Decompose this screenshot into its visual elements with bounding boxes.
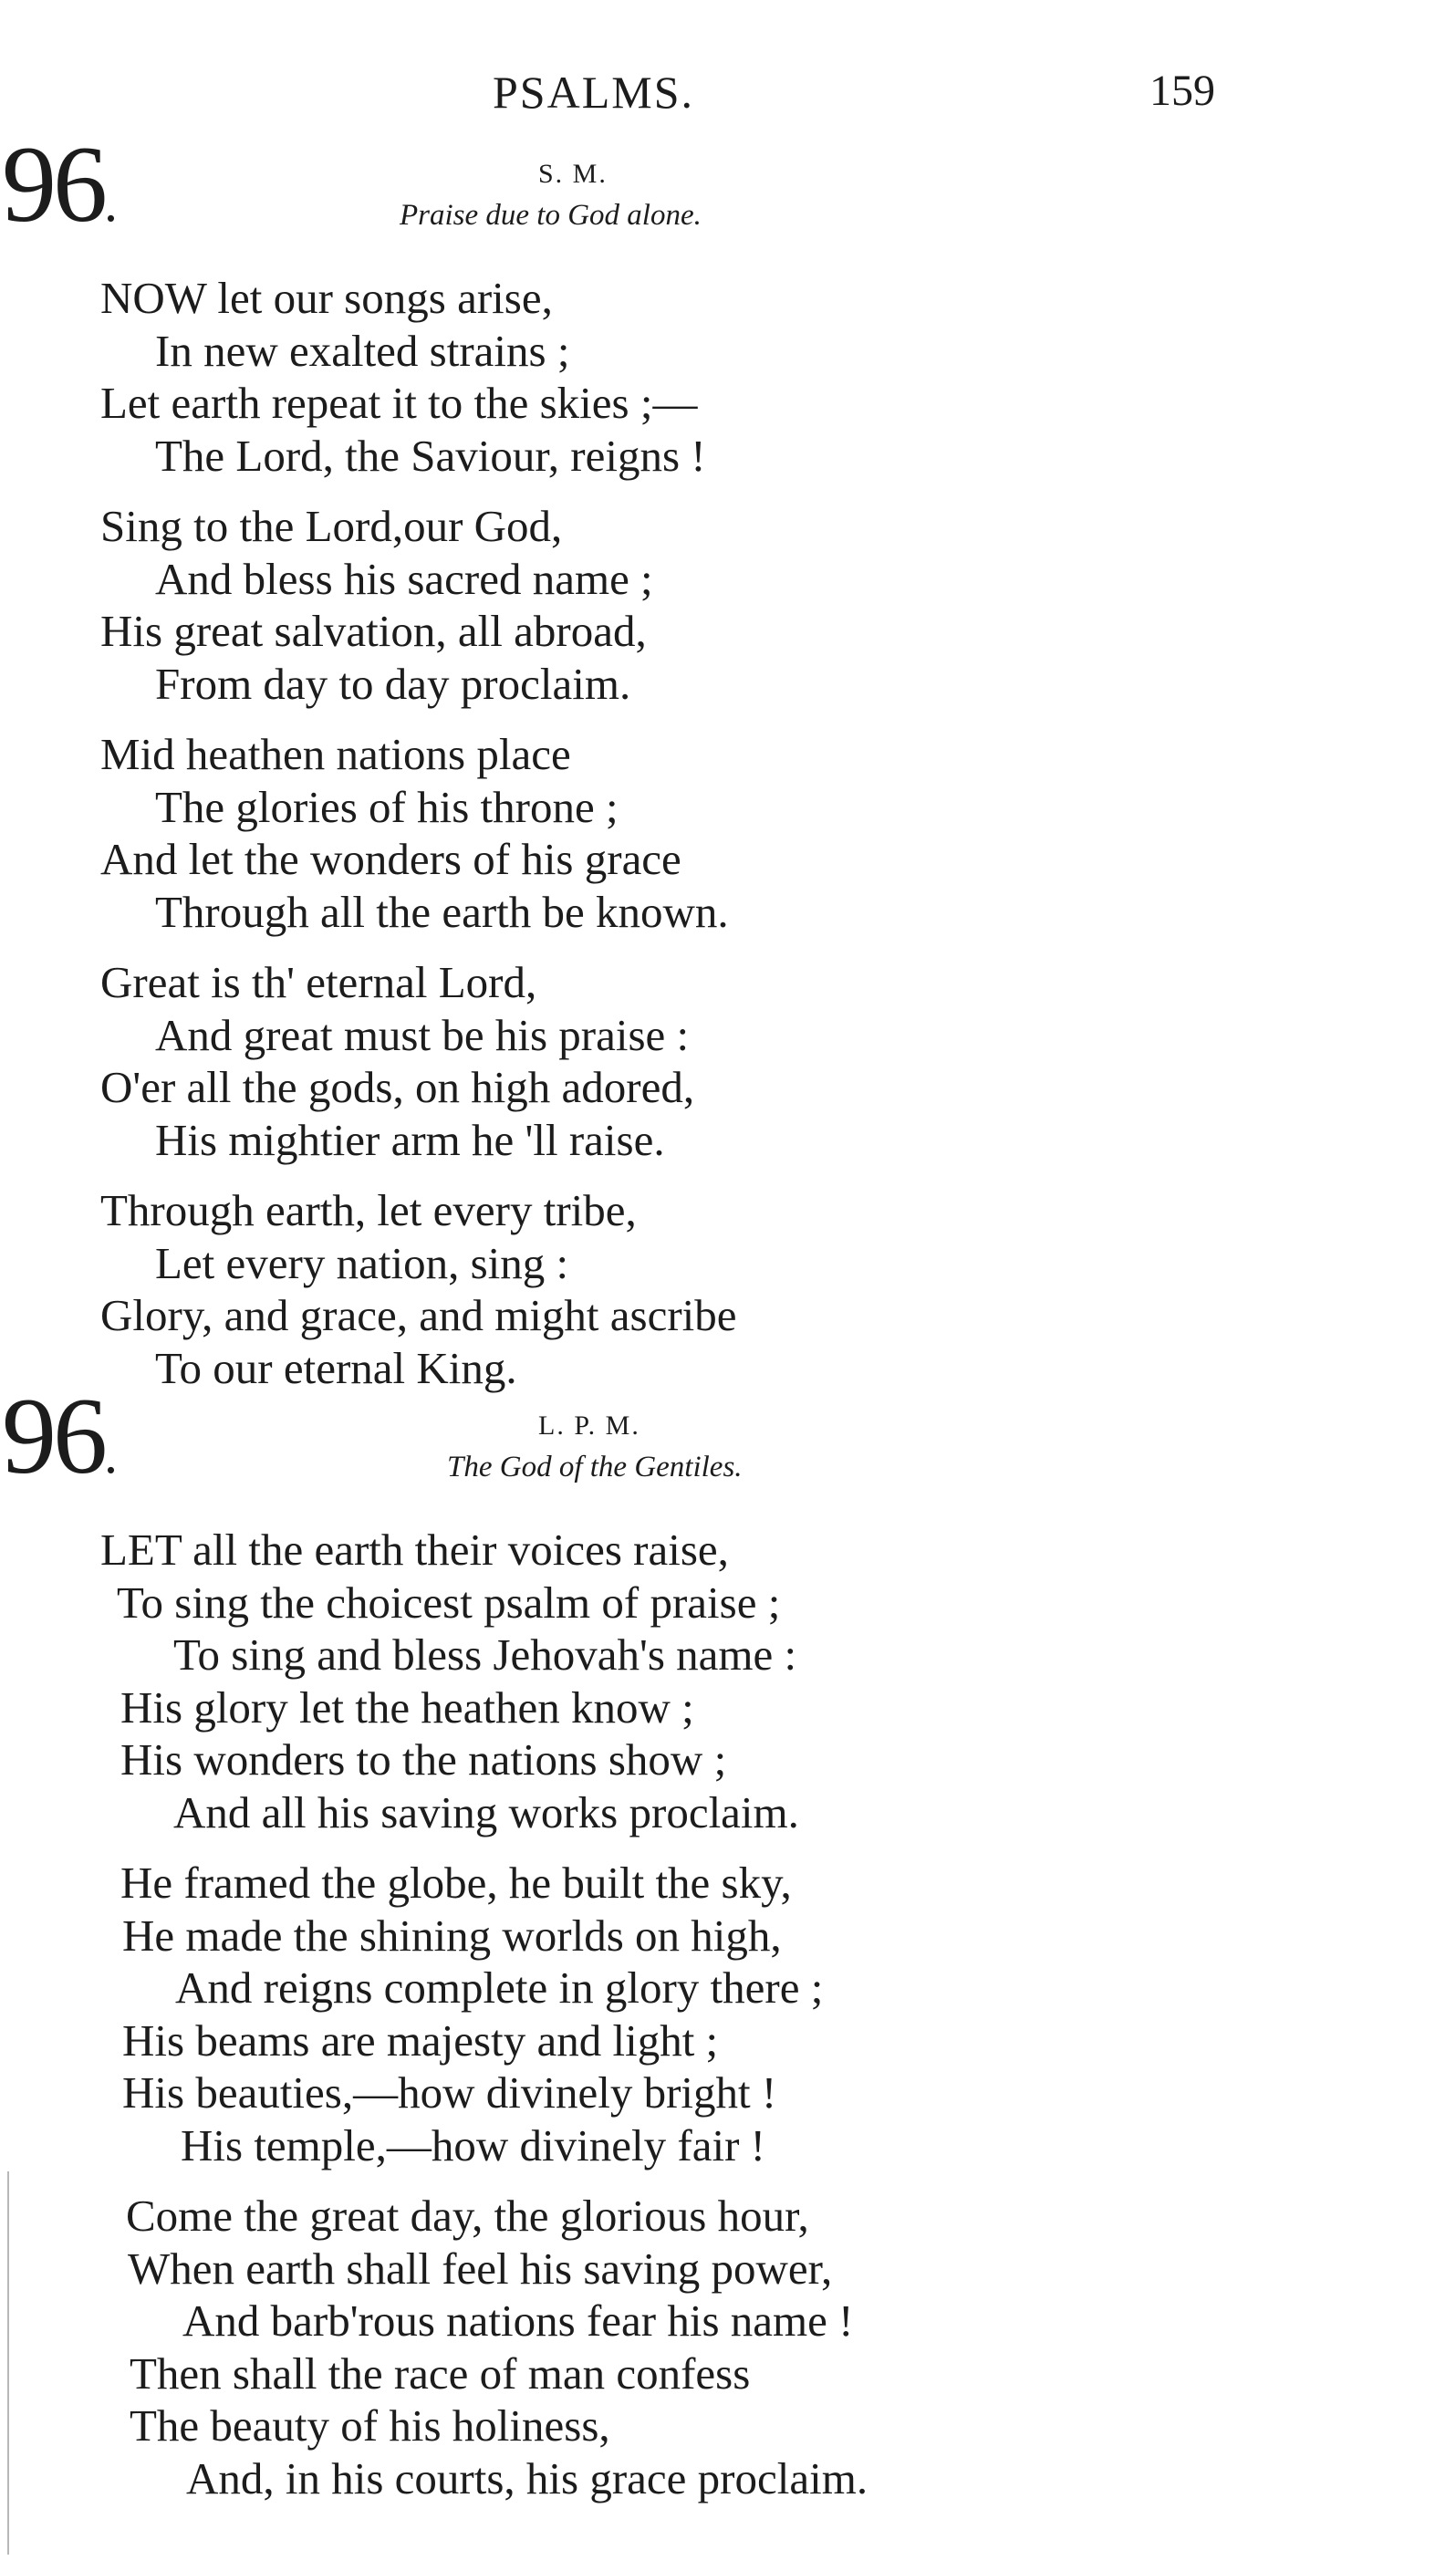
verse-text: And let the wonders of his grace (100, 834, 681, 884)
verse-text: His beauties,—how divinely bright ! (122, 2067, 777, 2118)
verse-line (0, 1237, 1456, 1290)
verse-line (0, 2452, 1456, 2505)
hymn-number-text: 96 (2, 1375, 104, 1496)
stanza (0, 1524, 1456, 1838)
verse-line (0, 658, 1456, 711)
verse-line (0, 1342, 1456, 1395)
verse-line (0, 2295, 1456, 2347)
verse-text: Glory, and grace, and might ascribe (100, 1290, 737, 1340)
verse-text: His mightier arm he 'll raise. (155, 1114, 665, 1165)
verse-text: When earth shall feel his saving power, (128, 2243, 833, 2294)
stanza (0, 272, 1456, 482)
verse-text: Great is th' eternal Lord, (100, 957, 537, 1007)
verse-line (0, 377, 1456, 430)
hymn-heading (0, 123, 1456, 272)
verse-line (0, 1681, 1456, 1734)
verse-line (0, 2243, 1456, 2295)
verse-text: His temple,—how divinely fair ! (181, 2119, 765, 2170)
verse-text: To our eternal King. (155, 1342, 517, 1393)
verse-text: And reigns complete in glory there ; (175, 1962, 824, 2013)
verse-line (0, 886, 1456, 939)
verse-line (0, 2066, 1456, 2119)
verse-line (0, 728, 1456, 781)
verse-text: LET all the earth their voices raise, (100, 1525, 729, 1575)
verse-text: In new exalted strains ; (155, 325, 570, 376)
verse-text: Come the great day, the glorious hour, (126, 2191, 809, 2241)
verse-line (0, 1061, 1456, 1114)
verse-line (0, 781, 1456, 834)
verse-line (0, 1524, 1456, 1577)
verse-line (0, 1962, 1456, 2014)
verse-text: To sing the choicest psalm of praise ; (117, 1577, 781, 1628)
stanza (0, 956, 1456, 1166)
verse-text: To sing and bless Jehovah's name : (173, 1629, 797, 1680)
hymn-meter: L. P. M. (538, 1410, 640, 1441)
verse-line (0, 1184, 1456, 1237)
verse-text: Through earth, let every tribe, (100, 1185, 637, 1235)
hymn (0, 1375, 1456, 2523)
verse-line (0, 500, 1456, 553)
verse-line (0, 1629, 1456, 1681)
verse-text: Then shall the race of man confess (130, 2347, 751, 2399)
verse-line (0, 605, 1456, 658)
verse-text: His glory let the heathen know ; (120, 1681, 694, 1733)
verse-line (0, 1786, 1456, 1839)
verse-text: His great salvation, all abroad, (100, 606, 647, 656)
hymn-number-period: . (104, 1424, 114, 1484)
verse-line (0, 1114, 1456, 1167)
stanza (0, 1184, 1456, 1394)
verse-line (0, 1009, 1456, 1062)
verse-text: He framed the globe, he built the sky, (120, 1858, 792, 1908)
running-head (0, 66, 1456, 130)
verse-line (0, 833, 1456, 886)
hymn (0, 123, 1456, 1412)
verse-line (0, 2119, 1456, 2172)
verse-line (0, 1577, 1456, 1629)
verse-line (0, 1910, 1456, 1962)
binding-edge (7, 2171, 9, 2555)
verse-text: The glories of his throne ; (155, 781, 619, 832)
verse-text: And bless his sacred name ; (155, 553, 653, 604)
hymn-number-text: 96 (2, 123, 104, 245)
verse-line (0, 956, 1456, 1009)
verse-line (0, 325, 1456, 378)
stanza (0, 728, 1456, 938)
page-number: 159 (1149, 67, 1215, 115)
verse-text: The Lord, the Saviour, reigns ! (155, 430, 706, 481)
verse-text: O'er all the gods, on high adored, (100, 1062, 695, 1112)
verse-line (0, 1857, 1456, 1910)
verse-text: Mid heathen nations place (100, 729, 571, 779)
verse-text: And, in his courts, his grace proclaim. (186, 2452, 868, 2503)
stanza (0, 500, 1456, 710)
verse-text: NOW let our songs arise, (100, 273, 553, 323)
verse-text: And barb'rous nations fear his name ! (182, 2295, 854, 2346)
hymn-subtitle: The God of the Gentiles. (447, 1451, 743, 1483)
verse-text: Through all the earth be known. (155, 886, 729, 937)
verse-text: His beams are majesty and light ; (122, 2014, 719, 2066)
verse-line (0, 1289, 1456, 1342)
verse-text: Let every nation, sing : (155, 1237, 569, 1288)
verse-line (0, 2014, 1456, 2067)
verse-line (0, 1733, 1456, 1786)
verse-text: And all his saving works proclaim. (173, 1786, 799, 1837)
verse-line (0, 2347, 1456, 2400)
hymn-subtitle: Praise due to God alone. (400, 199, 702, 232)
verse-line (0, 430, 1456, 483)
hymn-heading (0, 1375, 1456, 1524)
hymn-number (2, 123, 114, 245)
verse-text: And great must be his praise : (155, 1009, 690, 1060)
hymn-number (2, 1375, 114, 1496)
hymn-number-period: . (104, 172, 114, 233)
verse-line (0, 2399, 1456, 2452)
stanza (0, 2190, 1456, 2504)
verse-line (0, 272, 1456, 325)
hymn-meter: S. M. (538, 159, 608, 189)
verse-text: The beauty of his holiness, (130, 2400, 610, 2451)
verse-text: His wonders to the nations show ; (120, 1734, 727, 1785)
verse-line (0, 553, 1456, 606)
running-title: PSALMS. (493, 67, 695, 118)
verse-text: Sing to the Lord,our God, (100, 501, 563, 551)
verse-text: Let earth repeat it to the skies ;— (100, 378, 698, 428)
verse-text: He made the shining worlds on high, (122, 1910, 782, 1961)
stanza (0, 1857, 1456, 2171)
verse-text: From day to day proclaim. (155, 658, 631, 709)
verse-line (0, 2190, 1456, 2243)
